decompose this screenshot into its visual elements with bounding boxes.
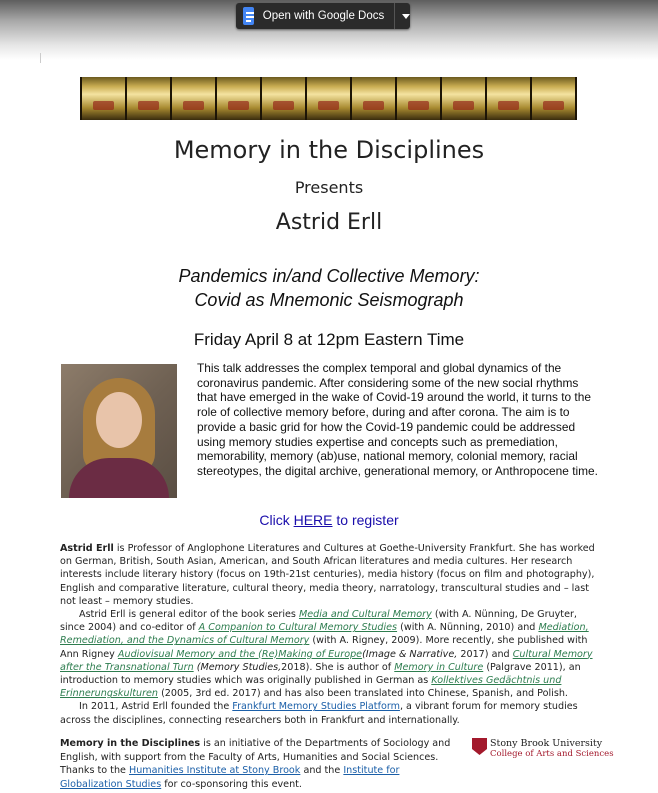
speaker-name: Astrid Erll xyxy=(275,210,383,235)
book-link-memory-in-culture[interactable]: Memory in Culture xyxy=(394,661,484,673)
register-link[interactable]: HERE xyxy=(293,512,333,528)
header-banner-image xyxy=(80,77,577,120)
google-docs-icon xyxy=(243,7,254,25)
bio-paragraph-2: Astrid Erll is general editor of the book series Media and Cultural Memory (with A. Nünning, De Gruyter, since 2004) and co-editor of A Companion to Cultural Memory Studies (with A. Nünning, 2010) and Mediation, Remediation, and the Dynamics of Cultural Memory (with A. Rigney, 2009). More recently, she published with Ann Rigney Audiovisual Memory and the (Re)Making of Europe(Image & Narrative, 2017) and Cultural Memory after the Transnational Turn (Memory Studies,2018). She is author of Memory in Culture (Palgrave 2011), an introduction to memory studies which was originally published in German as Kollektives Gedächtnis und Erinnerungskulturen (2005, 3rd ed. 2017) and has also been translated into Chinese, Spanish, and Polish. xyxy=(60,609,593,700)
open-with-label: Open with Google Docs xyxy=(262,10,385,22)
book-link-transnational-turn[interactable]: Cultural Memory after the Transnational Turn xyxy=(60,648,593,673)
bio-paragraph-3: In 2011, Astrid Erll founded the Frankfurt Memory Studies Platform, a vibrant forum for memory studies across the disciplines, connecting researchers both in Frankfurt and internationally. xyxy=(60,701,578,726)
speaker-bio xyxy=(60,542,600,727)
register-line: Click HERE to register xyxy=(259,512,399,528)
button-divider xyxy=(394,3,395,29)
speaker-photo xyxy=(61,364,177,498)
talk-title-line2: Covid as Mnemonic Seismograph xyxy=(194,290,464,310)
initiative-name: Memory in the Disciplines xyxy=(60,738,201,749)
logo-university: Stony Brook University xyxy=(490,738,603,749)
presents-label: Presents xyxy=(294,178,364,197)
chevron-down-icon[interactable] xyxy=(402,14,410,19)
book-link-audiovisual-memory[interactable]: Audiovisual Memory and the (Re)Making of Europe xyxy=(117,648,363,660)
stony-brook-shield-icon xyxy=(472,738,487,755)
memory-platform-link[interactable]: Frankfurt Memory Studies Platform xyxy=(232,701,400,713)
book-link-companion[interactable]: A Companion to Cultural Memory Studies xyxy=(198,622,398,634)
talk-abstract: This talk addresses the complex temporal and global dynamics of the coronavirus pandemic. After considering some of the new social rhythms that have emerged in the wake of Covid-19 around the world, it turns to the role of collective memory before, during and after corona. The aim is to provide a basic grid for how the Covid-19 pandemic could be addressed using memory studies expertise and concepts such as premediation, memorability, memory (ab)use, national memory, colonial memory, racial stereotypes, the digital archive, generational memory, or Anthropocene time. xyxy=(197,361,598,478)
bio-paragraph-1: Astrid Erll is Professor of Anglophone Literatures and Cultures at Goethe-University Frankfurt. She has worked on German, British, South Asian, American, and South African literatures and media cultures. Her research interests include literary history (focus on 19th-21st centuries), media history (focus on film and photography), English and comparative literature, cultural theory, media theory, narratology, transcultural studies and – last not least – memory studies. xyxy=(60,543,595,607)
open-with-google-docs-button[interactable] xyxy=(236,3,410,29)
event-datetime: Friday April 8 at 12pm Eastern Time xyxy=(193,330,465,349)
initiative-note: Memory in the Disciplines is an initiative of the Departments of Sociology and English, with support from the Faculty of Arts, Humanities and Social Sciences. Thanks to the Humanities Institute at Stony Brook and the Institute for Globalization Studies for co-sponsoring this event. xyxy=(60,738,451,790)
globalization-studies-link[interactable]: Institute for Globalization Studies xyxy=(60,765,400,790)
text-cursor xyxy=(40,53,41,63)
talk-title xyxy=(0,264,658,312)
logo-college: College of Arts and Sciences xyxy=(490,749,614,759)
book-link-media-cultural-memory[interactable]: Media and Cultural Memory xyxy=(298,609,432,621)
series-title: Memory in the Disciplines xyxy=(173,136,485,164)
humanities-institute-link[interactable]: Humanities Institute at Stony Brook xyxy=(129,765,301,777)
bio-speaker-name: Astrid Erll xyxy=(60,543,114,554)
book-link-mediation[interactable]: Mediation, Remediation, and the Dynamics of Cultural Memory xyxy=(60,622,589,647)
talk-title-line1: Pandemics in/and Collective Memory: xyxy=(178,266,480,286)
stony-brook-logo xyxy=(472,737,614,761)
book-link-kollektives-gedaechtnis[interactable]: Kollektives Gedächtnis und Erinnerungskulturen xyxy=(60,675,562,700)
